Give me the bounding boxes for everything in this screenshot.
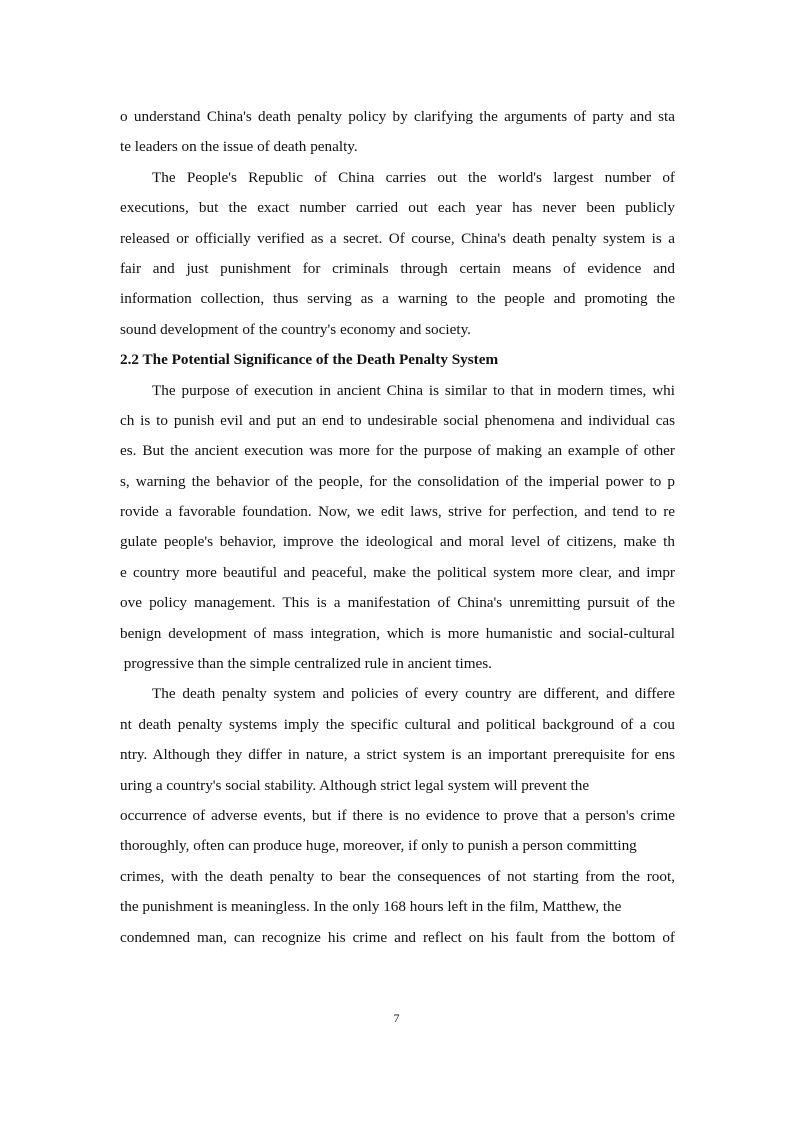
body-line: fair and just punishment for criminals through certain means of evidence and [120,259,675,277]
body-line: nt death penalty systems imply the specific cultural and political background of a cou [120,715,675,733]
body-line: crimes, with the death penalty to bear the consequences of not starting from the root, [120,867,675,885]
body-line: rovide a favorable foundation. Now, we edit laws, strive for perfection, and tend to re [120,503,675,521]
paragraph-first-line: The People's Republic of China carries out the world's largest number of [152,168,675,186]
body-line: s, warning the behavior of the people, for the consolidation of the imperial power to p [120,472,675,490]
body-line: thoroughly, often can produce huge, moreover, if only to punish a person committing [120,837,637,855]
body-line: te leaders on the issue of death penalty. [120,138,358,156]
body-line: ove policy management. This is a manifestation of China's unremitting pursuit of the [120,594,675,612]
body-line: ch is to punish evil and put an end to undesirable social phenomena and individual cas [120,411,675,429]
body-line: o understand China's death penalty policy by clarifying the arguments of party and sta [120,108,675,125]
paragraph-first-line: The death penalty system and policies of every country are different, and differe [152,685,675,703]
page-body [120,102,675,953]
body-line: ntry. Although they differ in nature, a strict system is an important prerequisite for ens [120,746,675,764]
body-line: es. But the ancient execution was more for the purpose of making an example of other [120,442,675,460]
body-line: condemned man, can recognize his crime and reflect on his fault from the bottom of [120,928,675,946]
body-line: information collection, thus serving as a warning to the people and promoting the [120,290,675,308]
body-line: e country more beautiful and peaceful, make the political system more clear, and impr [120,563,675,581]
page-number: 7 [393,1011,400,1025]
body-line: sound development of the country's economy and society. [120,320,471,338]
section-heading: 2.2 The Potential Significance of the Death Penalty System [120,351,499,369]
body-line: occurrence of adverse events, but if there is no evidence to prove that a person's crime [120,806,675,824]
body-line: benign development of mass integration, which is more humanistic and social-cultural [120,624,675,642]
body-line: the punishment is meaningless. In the only 168 hours left in the film, Matthew, the [120,898,622,916]
body-line: uring a country's social stability. Although strict legal system will prevent the [120,776,590,794]
body-line: released or officially verified as a secret. Of course, China's death penalty system is a [120,229,675,247]
body-line: executions, but the exact number carried out each year has never been publicly [120,199,675,217]
body-line: progressive than the simple centralized rule in ancient times. [120,655,492,673]
paragraph-first-line: The purpose of execution in ancient China is similar to that in modern times, whi [152,381,675,399]
body-line: gulate people's behavior, improve the ideological and moral level of citizens, make th [120,533,675,551]
